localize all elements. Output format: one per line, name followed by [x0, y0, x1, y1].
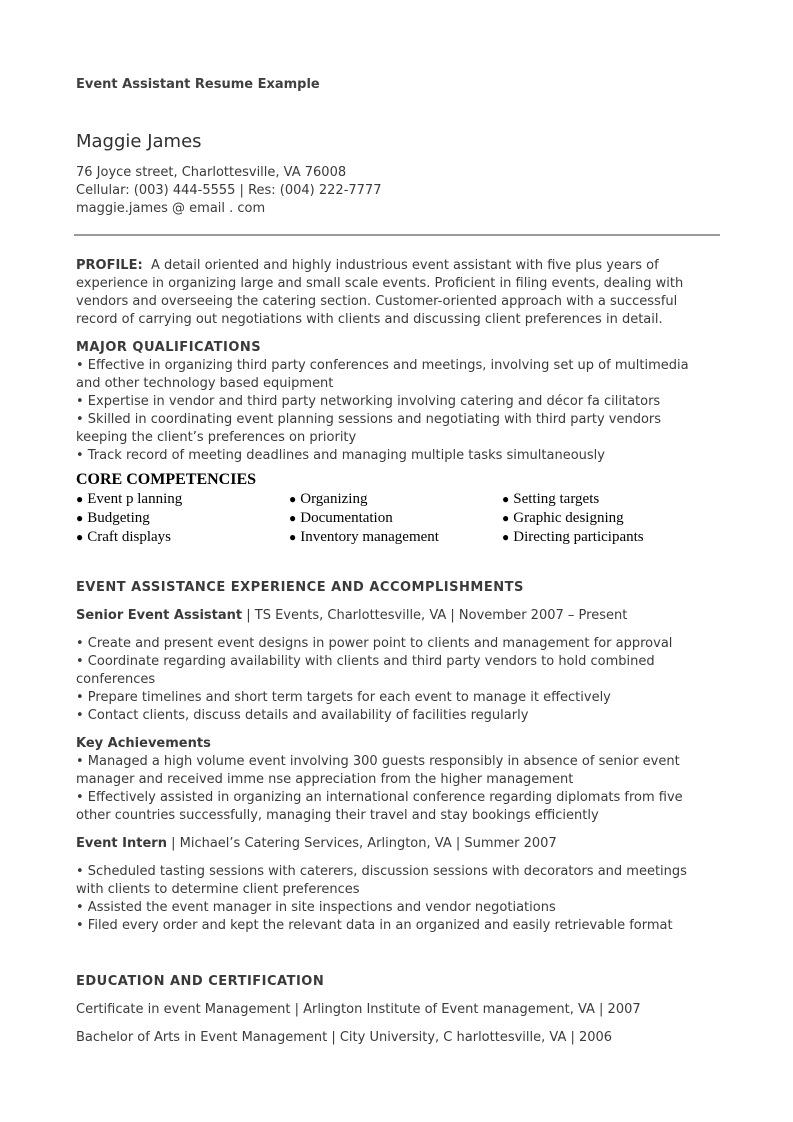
- education-heading: EDUCATION AND CERTIFICATION: [76, 974, 325, 989]
- competency-item: ● Setting targets: [502, 491, 600, 507]
- education-line: Certificate in event Management | Arlington Institute of Event management, VA | 2007: [76, 1002, 641, 1017]
- education-line: Bachelor of Arts in Event Management | City University, C harlottesville, VA | 2006: [76, 1030, 613, 1045]
- achievement-line: manager and received imme nse appreciation from the higher management: [76, 772, 574, 787]
- qualification-line: • Track record of meeting deadlines and managing multiple tasks simultaneously: [76, 448, 605, 463]
- qualification-line: and other technology based equipment: [76, 376, 334, 391]
- bullet-icon: ●: [502, 530, 510, 544]
- competency-item: ● Event p lanning: [76, 491, 183, 507]
- header-divider: [74, 234, 720, 236]
- bullet-icon: ●: [289, 511, 297, 525]
- job-duty: • Create and present event designs in power point to clients and management for approval: [76, 636, 673, 651]
- contact-phone: Cellular: (003) 444-5555 | Res: (004) 222-7777: [76, 183, 382, 198]
- contact-address: 76 Joyce street, Charlottesville, VA 76008: [76, 165, 347, 180]
- job-duty: with clients to determine client preferences: [76, 882, 360, 897]
- job-duty: • Coordinate regarding availability with clients and third party vendors to hold combined: [76, 654, 655, 669]
- bullet-icon: ●: [289, 530, 297, 544]
- experience-heading: EVENT ASSISTANCE EXPERIENCE AND ACCOMPLISHMENTS: [76, 580, 524, 595]
- qualification-line: keeping the client’s preferences on priority: [76, 430, 357, 445]
- candidate-name: Maggie James: [76, 131, 202, 152]
- profile-text: A detail oriented and highly industrious event assistant with five plus years of: [150, 258, 659, 273]
- job-duty: • Filed every order and kept the relevant data in an organized and easily retrievable format: [76, 918, 673, 933]
- bullet-icon: ●: [502, 511, 510, 525]
- qualifications-heading: MAJOR QUALIFICATIONS: [76, 340, 262, 355]
- achievement-line: • Effectively assisted in organizing an international conference regarding diplomats from five: [76, 790, 683, 805]
- job-details: | Michael’s Catering Services, Arlington, VA | Summer 2007: [166, 836, 557, 851]
- profile-line: [76, 257, 659, 275]
- bullet-icon: ●: [76, 492, 84, 506]
- competency-item: ● Graphic designing: [502, 510, 624, 526]
- job-details: | TS Events, Charlottesville, VA | November 2007 – Present: [242, 608, 628, 623]
- competency-item: ● Organizing: [289, 491, 368, 507]
- profile-label: PROFILE:: [76, 258, 143, 273]
- job-title: Senior Event Assistant: [76, 608, 243, 623]
- bullet-icon: ●: [289, 492, 297, 506]
- profile-line: vendors and overseeing the catering section. Customer-oriented approach with a successful: [76, 294, 678, 309]
- competency-item: ● Budgeting: [76, 510, 150, 526]
- profile-line: record of carrying out negotiations with clients and discussing client preferences in detail.: [76, 312, 663, 327]
- qualification-line: • Skilled in coordinating event planning sessions and negotiating with third party vendors: [76, 412, 662, 427]
- core-competencies-heading: CORE COMPETENCIES: [76, 471, 257, 488]
- competency-item: ● Craft displays: [76, 529, 171, 545]
- job-duty: • Assisted the event manager in site inspections and vendor negotiations: [76, 900, 556, 915]
- job-header: [76, 835, 557, 853]
- competency-item: ● Directing participants: [502, 529, 644, 545]
- contact-email: maggie.james @ email . com: [76, 201, 266, 216]
- job-duty: • Prepare timelines and short term targets for each event to manage it effectively: [76, 690, 611, 705]
- profile-line: experience in organizing large and small scale events. Proficient in filing events, dealing with: [76, 276, 684, 291]
- qualification-line: • Expertise in vendor and third party networking involving catering and décor fa cilitators: [76, 394, 661, 409]
- job-duty: conferences: [76, 672, 156, 687]
- achievement-line: • Managed a high volume event involving 300 guests responsibly in absence of senior event: [76, 754, 680, 769]
- achievements-heading: Key Achievements: [76, 736, 211, 751]
- bullet-icon: ●: [76, 511, 84, 525]
- bullet-icon: ●: [76, 530, 84, 544]
- bullet-icon: ●: [502, 492, 510, 506]
- job-duty: • Contact clients, discuss details and availability of facilities regularly: [76, 708, 529, 723]
- document-title: Event Assistant Resume Example: [76, 77, 320, 92]
- job-duty: • Scheduled tasting sessions with caterers, discussion sessions with decorators and meetings: [76, 864, 687, 879]
- job-title: Event Intern: [76, 836, 167, 851]
- job-header: [76, 607, 627, 625]
- achievement-line: other countries successfully, managing their travel and stay bookings efficiently: [76, 808, 599, 823]
- competency-item: ● Documentation: [289, 510, 393, 526]
- qualification-line: • Effective in organizing third party conferences and meetings, involving set up of multimedia: [76, 358, 689, 373]
- competency-item: ● Inventory management: [289, 529, 439, 545]
